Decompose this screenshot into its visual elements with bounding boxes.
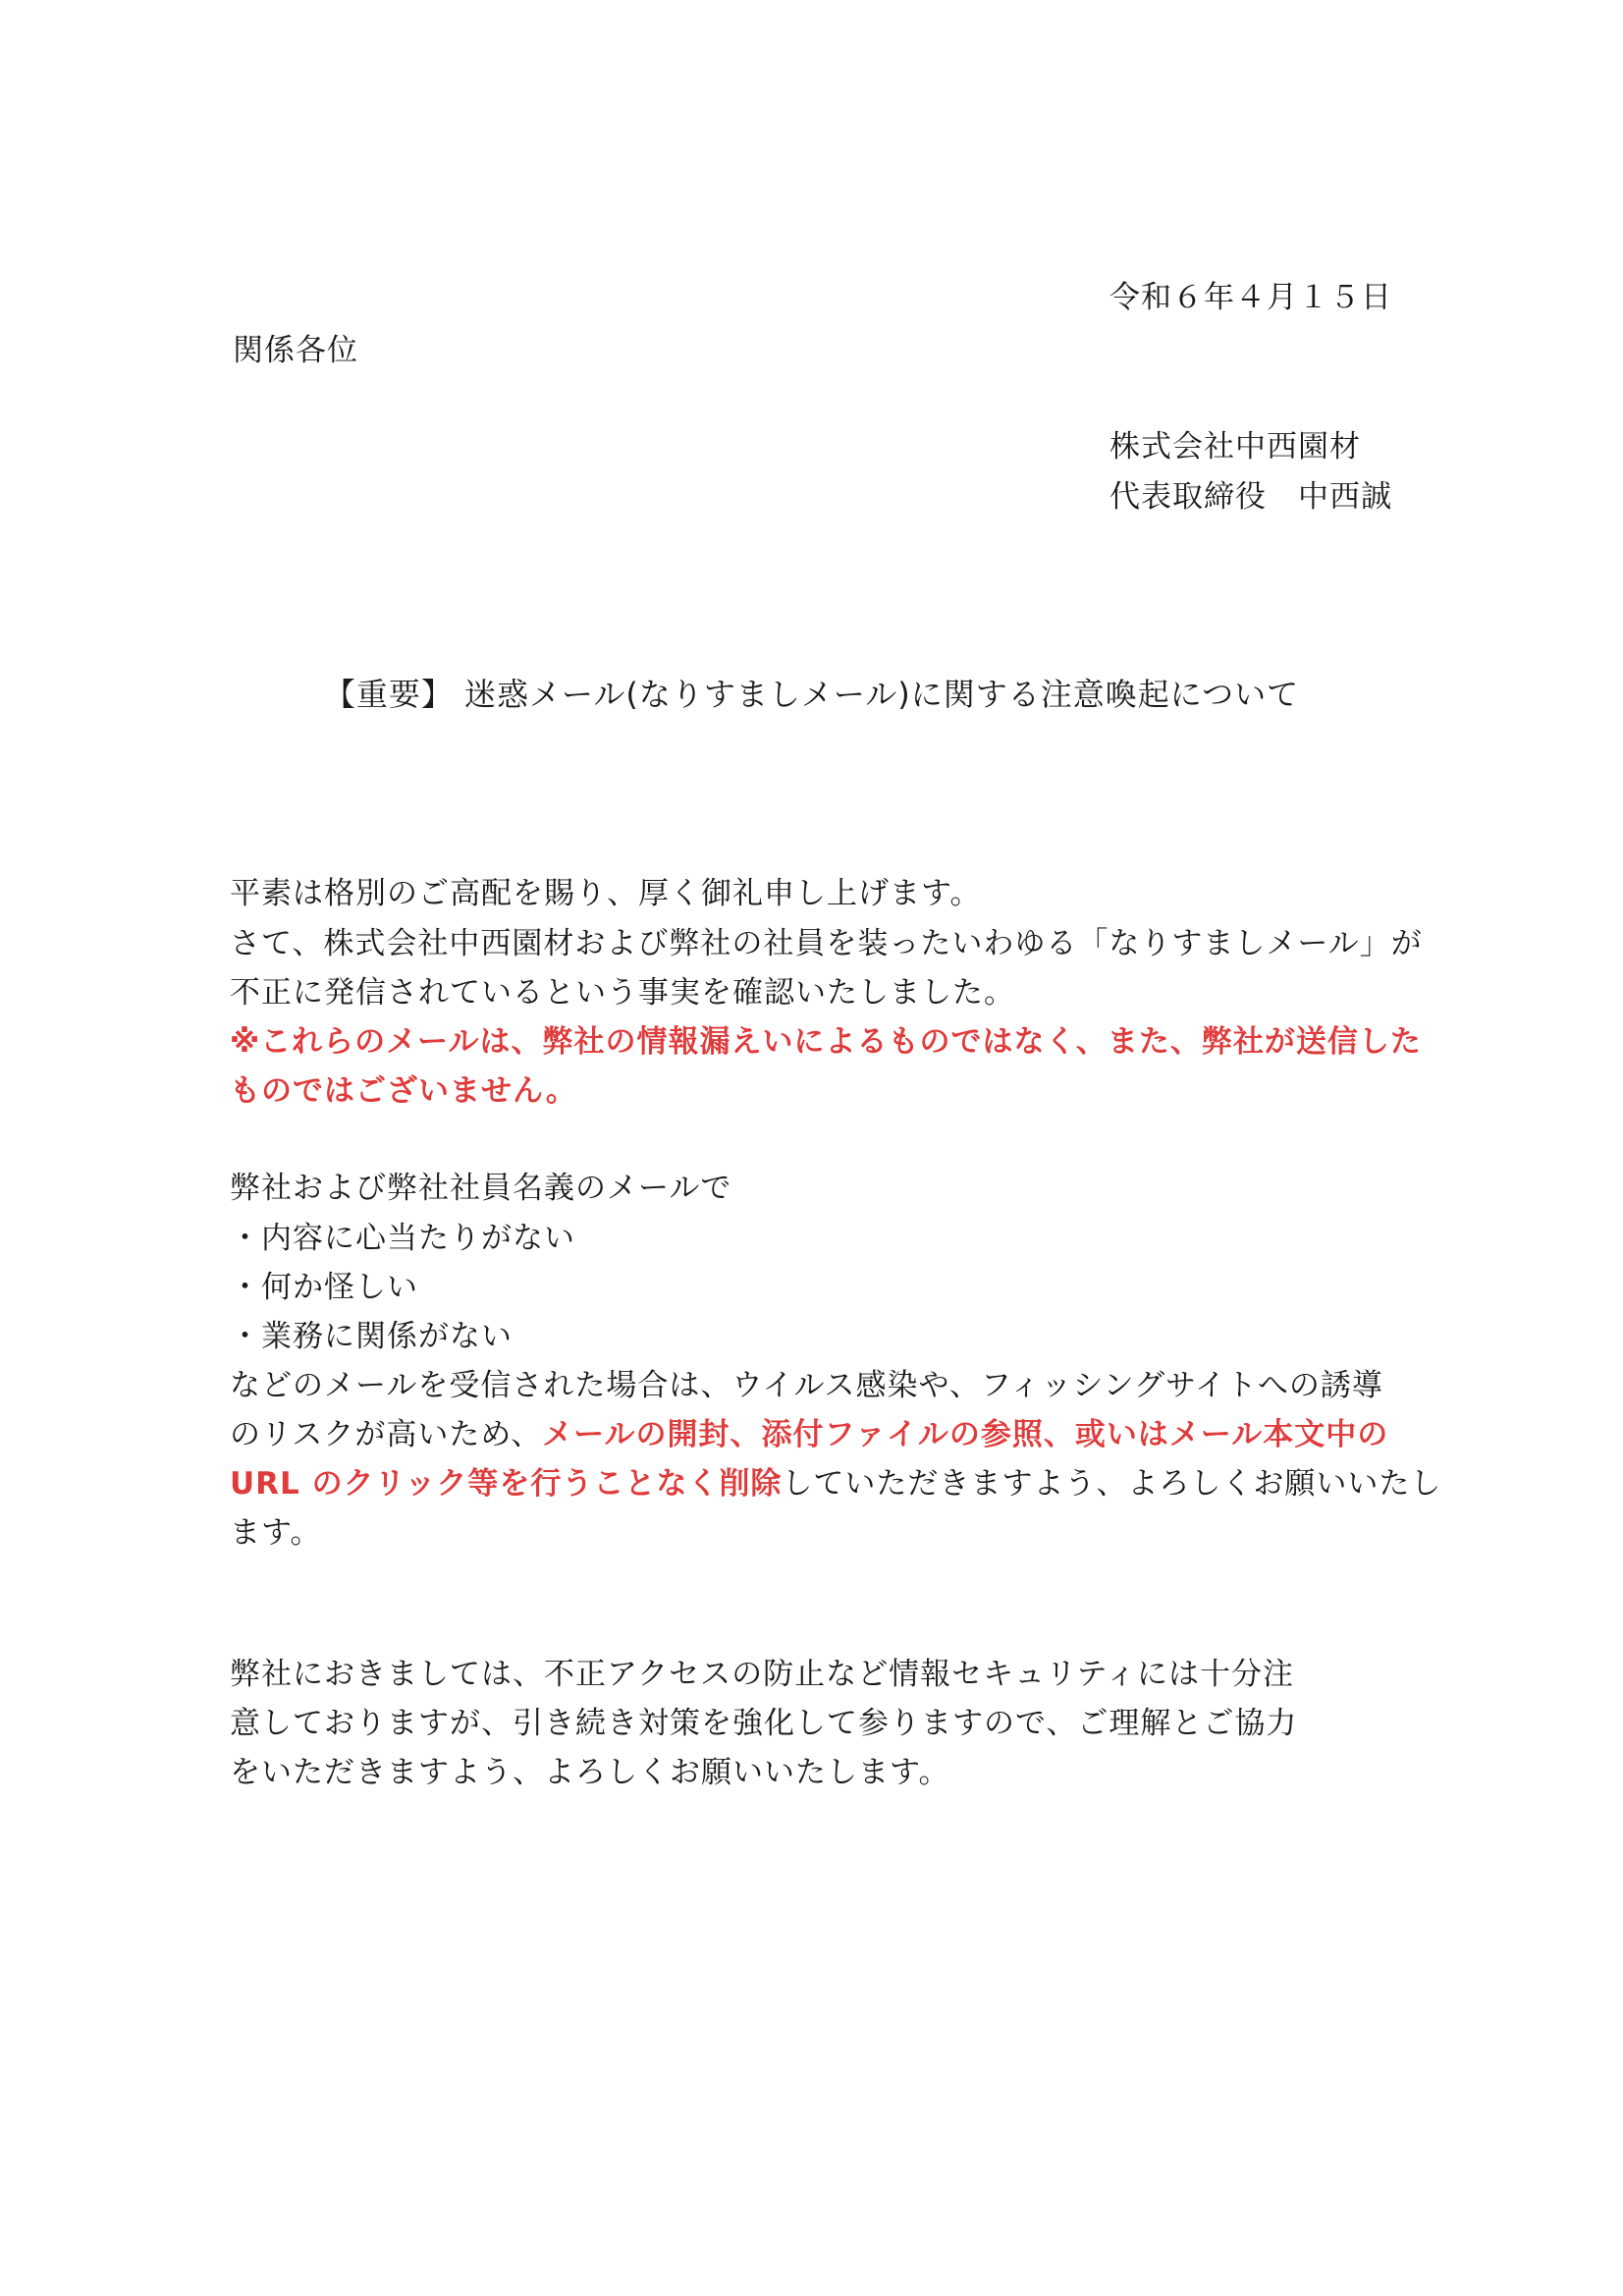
paragraph1-line2: さて、株式会社中西園材および弊社の社員を装ったいわゆる「なりすましメール」が (230, 926, 1423, 961)
paragraph2-line3-plain: していただきますよう、よろしくお願いいたし (782, 1466, 1442, 1502)
list-item: ・何か怪しい (230, 1270, 418, 1305)
paragraph3-line2: 意しておりますが、引き続き対策を強化して参りますので、ご理解とご協力 (230, 1706, 1298, 1741)
letter-date: 令和６年４月１５日 (1109, 280, 1392, 315)
paragraph2-line3 (230, 1459, 1441, 1508)
paragraph2-intro: 弊社および弊社社員名義のメールで (230, 1171, 732, 1206)
paragraph1-line3: 不正に発信されているという事実を確認いたしました。 (230, 975, 1015, 1011)
addressee: 関係各位 (233, 333, 358, 368)
list-item: ・業務に関係がない (230, 1319, 513, 1354)
paragraph2-line2-highlight: メールの開封、添付ファイルの参照、或いはメール本文中の (542, 1417, 1389, 1452)
paragraph1-line1: 平素は格別のご高配を賜り、厚く御礼申し上げます。 (230, 876, 982, 911)
sender-representative: 代表取締役 中西誠 (1109, 479, 1392, 515)
paragraph2-line3-highlight: URL のクリック等を行うことなく削除 (230, 1466, 783, 1502)
list-item: ・内容に心当たりがない (230, 1221, 575, 1256)
paragraph3-line1: 弊社におきましては、不正アクセスの防止など情報セキュリティには十分注 (230, 1657, 1294, 1692)
sender-company: 株式会社中西園材 (1109, 429, 1361, 465)
letter-title: 【重要】 迷惑メール(なりすましメール)に関する注意喚起について (323, 676, 1300, 713)
paragraph2-line2 (230, 1410, 1388, 1459)
paragraph2-line4: ます。 (230, 1515, 322, 1551)
warning-line1: ※これらのメールは、弊社の情報漏えいによるものではなく、また、弊社が送信した (230, 1024, 1422, 1060)
paragraph3-line3: をいただきますよう、よろしくお願いいたします。 (230, 1755, 950, 1790)
paragraph2-line2-plain: のリスクが高いため、 (230, 1417, 543, 1452)
paragraph2-line1: などのメールを受信された場合は、ウイルス感染や、フィッシングサイトへの誘導 (230, 1368, 1383, 1403)
warning-line2: ものではございません。 (230, 1073, 577, 1109)
